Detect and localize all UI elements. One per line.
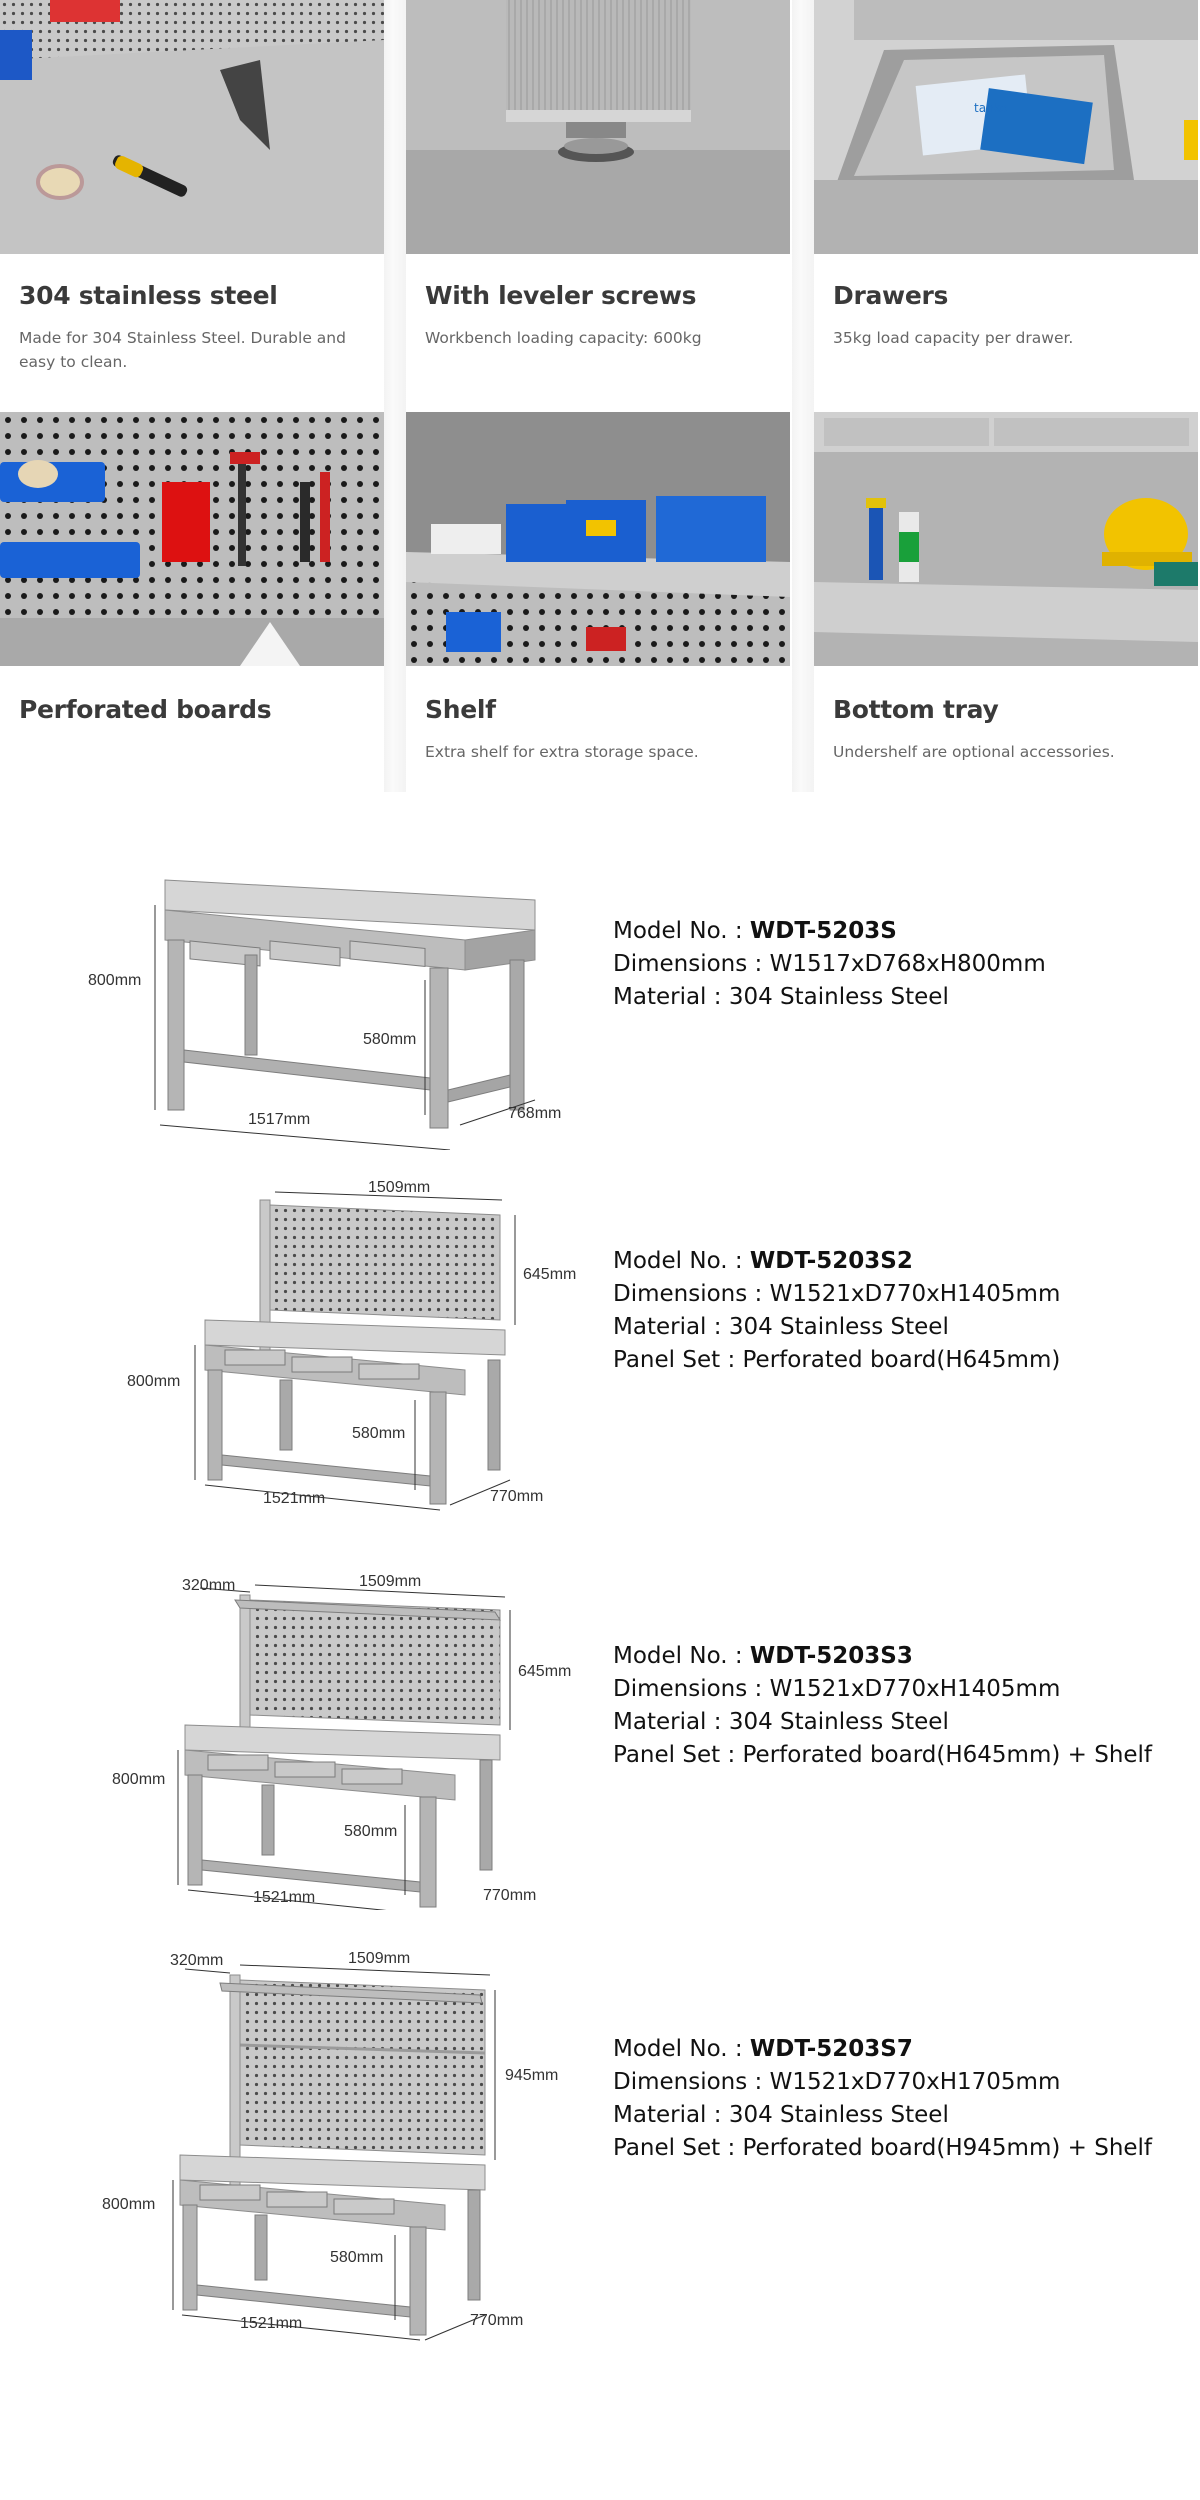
spec-label: Material : xyxy=(613,1314,729,1340)
dim-top-width-label: 1509mm xyxy=(359,1573,422,1590)
dimensions-value: W1521xD770xH1705mm xyxy=(769,2069,1061,2095)
open-drawer-photo xyxy=(814,0,1198,254)
bottom-tray-photo xyxy=(814,412,1198,666)
spec-label: Model No. : xyxy=(613,1248,750,1274)
workbench-diagram xyxy=(90,1945,590,2345)
spec-label: Dimensions : xyxy=(613,1676,770,1702)
dim-width-label: 1521mm xyxy=(240,2315,303,2332)
dim-depth-label: 770mm xyxy=(483,1887,537,1904)
brand-text: tanko xyxy=(974,101,1008,115)
feature-card-shelf xyxy=(406,412,790,792)
workbench-diagram xyxy=(80,860,580,1150)
feature-title: Shelf xyxy=(425,695,496,724)
feature-card-drawers xyxy=(814,0,1198,408)
spec-label: Dimensions : xyxy=(613,1281,770,1307)
model-wdt-5203s7 xyxy=(0,1945,1200,2345)
dim-panel-label: 645mm xyxy=(523,1266,577,1283)
spec-list xyxy=(613,1245,1060,1377)
dim-top-width-label: 1509mm xyxy=(368,1179,431,1196)
model-number: WDT-5203S2 xyxy=(749,1248,913,1274)
dim-depth-label: 770mm xyxy=(490,1488,544,1505)
spec-dimensions-row xyxy=(613,1673,1152,1706)
pegboard-tools-photo xyxy=(0,412,384,666)
feature-card-leveler xyxy=(406,0,790,408)
column-gutter xyxy=(384,0,406,792)
spec-model-row xyxy=(613,915,1046,948)
dim-height-label: 800mm xyxy=(127,1373,181,1390)
dim-width-label: 1521mm xyxy=(263,1490,326,1507)
spec-dimensions-row xyxy=(613,2066,1152,2099)
feature-description: 35kg load capacity per drawer. xyxy=(833,329,1074,347)
feature-title: 304 stainless steel xyxy=(19,281,278,310)
spec-panel-row xyxy=(613,1344,1060,1377)
feature-card-perforated xyxy=(0,412,384,792)
dim-depth-label: 770mm xyxy=(470,2312,524,2329)
dimensions-value: W1521xD770xH1405mm xyxy=(769,1676,1061,1702)
panel-value: Perforated board(H645mm) xyxy=(742,1347,1061,1373)
spec-panel-row xyxy=(613,1739,1152,1772)
dim-width-label: 1521mm xyxy=(253,1889,316,1906)
spec-list xyxy=(613,915,1046,1014)
feature-title: Perforated boards xyxy=(19,695,272,724)
spec-model-row xyxy=(613,1245,1060,1278)
spec-panel-row xyxy=(613,2132,1152,2165)
dim-leg-label: 580mm xyxy=(352,1425,406,1442)
spec-label: Panel Set : xyxy=(613,1742,743,1768)
dim-panel-label: 645mm xyxy=(518,1663,572,1680)
dim-shelf-label: 320mm xyxy=(182,1577,236,1594)
dimensions-value: W1521xD770xH1405mm xyxy=(769,1281,1061,1307)
feature-description: Made for 304 Stainless Steel. Durable and easy to clean. xyxy=(19,329,346,371)
feature-description: Extra shelf for extra storage space. xyxy=(425,743,699,761)
spec-model-row xyxy=(613,2033,1152,2066)
spec-dimensions-row xyxy=(613,948,1046,981)
model-number: WDT-5203S xyxy=(749,918,897,944)
dim-leg-label: 580mm xyxy=(330,2249,384,2266)
spec-label: Panel Set : xyxy=(613,1347,743,1373)
feature-title: With leveler screws xyxy=(425,281,697,310)
dim-height-label: 800mm xyxy=(88,972,142,989)
model-number: WDT-5203S7 xyxy=(749,2036,913,2062)
feature-title: Drawers xyxy=(833,281,949,310)
feature-grid xyxy=(0,0,1200,792)
spec-label: Model No. : xyxy=(613,2036,750,2062)
workbench-diagram xyxy=(100,1560,590,1910)
model-wdt-5203s3 xyxy=(0,1560,1200,1910)
feature-title: Bottom tray xyxy=(833,695,999,724)
spec-list xyxy=(613,2033,1152,2165)
model-number: WDT-5203S3 xyxy=(749,1643,913,1669)
dim-height-label: 800mm xyxy=(112,1771,166,1788)
material-value: 304 Stainless Steel xyxy=(728,1709,949,1735)
dim-leg-label: 580mm xyxy=(363,1031,417,1048)
dim-height-label: 800mm xyxy=(102,2196,156,2213)
dim-leg-label: 580mm xyxy=(344,1823,398,1840)
shelf-bins-photo xyxy=(406,412,790,666)
spec-label: Material : xyxy=(613,1709,729,1735)
spec-label: Material : xyxy=(613,2102,729,2128)
spec-label: Panel Set : xyxy=(613,2135,743,2161)
dim-shelf-label: 320mm xyxy=(170,1952,224,1969)
panel-value: Perforated board(H645mm) + Shelf xyxy=(742,1742,1153,1768)
feature-card-stainless xyxy=(0,0,384,408)
dim-panel-label: 945mm xyxy=(505,2067,559,2084)
dim-top-width-label: 1509mm xyxy=(348,1950,411,1967)
dimensions-value: W1517xD768xH800mm xyxy=(769,951,1046,977)
dim-depth-label: 768mm xyxy=(508,1105,562,1122)
spec-label: Dimensions : xyxy=(613,951,770,977)
spec-material-row xyxy=(613,981,1046,1014)
material-value: 304 Stainless Steel xyxy=(728,1314,949,1340)
spec-dimensions-row xyxy=(613,1278,1060,1311)
spec-material-row xyxy=(613,2099,1152,2132)
workbench-diagram xyxy=(110,1170,590,1515)
spec-list xyxy=(613,1640,1152,1772)
tools-on-steel-photo xyxy=(0,0,384,254)
model-wdt-5203s2 xyxy=(0,1170,1200,1515)
column-gutter xyxy=(792,0,814,792)
material-value: 304 Stainless Steel xyxy=(728,2102,949,2128)
spec-label: Model No. : xyxy=(613,918,750,944)
spec-material-row xyxy=(613,1311,1060,1344)
dim-width-label: 1517mm xyxy=(248,1111,311,1128)
spec-model-row xyxy=(613,1640,1152,1673)
leveler-foot-photo xyxy=(406,0,790,254)
feature-description: Workbench loading capacity: 600kg xyxy=(425,329,702,347)
material-value: 304 Stainless Steel xyxy=(728,984,949,1010)
spec-label: Material : xyxy=(613,984,729,1010)
spec-label: Model No. : xyxy=(613,1643,750,1669)
feature-card-bottom-tray xyxy=(814,412,1198,792)
spec-material-row xyxy=(613,1706,1152,1739)
model-wdt-5203s xyxy=(0,860,1200,1150)
panel-value: Perforated board(H945mm) + Shelf xyxy=(742,2135,1153,2161)
spec-label: Dimensions : xyxy=(613,2069,770,2095)
feature-description: Undershelf are optional accessories. xyxy=(833,743,1115,761)
